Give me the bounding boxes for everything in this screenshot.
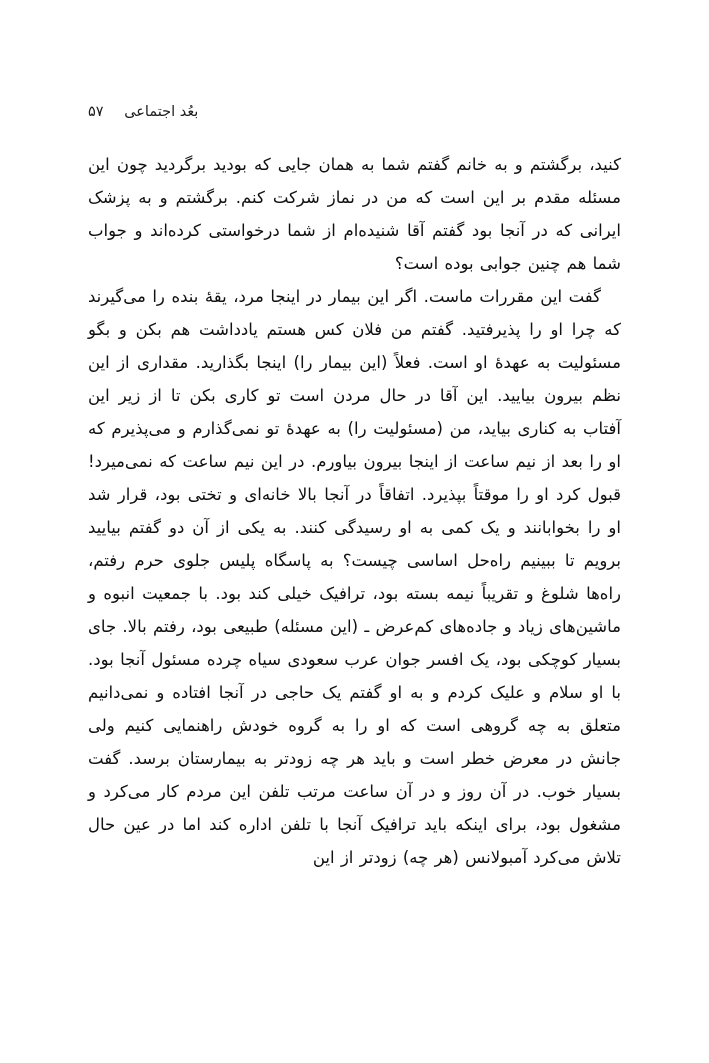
paragraph-continuation: کنید، برگشتم و به خانم گفتم شما به همان جایی که بودید برگردید چون این مسئله مقدم بر این است که من در نماز شرکت کنم. برگشتم و به پزشک ایرانی که در آنجا بود گفتم آقا شنیده‌ام از شما درخواستی کرده‌اند و جواب شما هم چنین جوابی بوده است؟: [88, 155, 621, 273]
page-header: [88, 102, 621, 122]
page-body: [88, 148, 621, 874]
running-title: بعُد اجتماعی: [124, 104, 199, 120]
paragraph: گفت این مقررات ماست. اگر این بیمار در اینجا مرد، یقهٔ بنده را می‌گیرند که چرا او را پذیرفتید. گفتم من فلان کس هستم یادداشت هم بکن و بگو مسئولیت به عهدهٔ او است. فعلاً (این بیمار را) اینجا بگذارید. مقداری از این نظم بیرون بیایید. این آقا در حال مردن است تو کاری بکن تا از زیر این آفتاب به کناری بیاید، من (مسئولیت را) به عهدهٔ تو نمی‌گذارم و می‌پذیرم که او را بعد از نیم ساعت از اینجا بیرون بیاورم. در این نیم ساعت که نمی‌میرد! قبول کرد او را موقتاً بپذیرد. اتفاقاً در آنجا بالا خانه‌ای و تختی بود، قرار شد او را بخوابانند و یک کمی به او رسیدگی کنند. به یکی از آن دو گفتم بیایید برویم تا ببینیم راه‌حل اساسی چیست؟ به پاسگاه پلیس جلوی حرم رفتم، راه‌ها شلوغ و تقریباً نیمه بسته بود، ترافیک خیلی کند بود. با جمعیت انبوه و ماشین‌های زیاد و جاده‌های کم‌عرض ـ (این مسئله) طبیعی بود، رفتم بالا. جای بسیار کوچکی بود، یک افسر جوان عرب سعودی سیاه چرده مسئول آنجا بود. با او سلام و علیک کردم و به او گفتم یک حاجی در آنجا افتاده و نمی‌دانیم متعلق به چه گروهی است که او را به گروه خودش راهنمایی کنیم ولی جانش در معرض خطر است و باید هر چه زودتر به بیمارستان برسد. گفت بسیار خوب. در آن روز و در آن ساعت مرتب تلفن این مردم کار می‌کرد و مشغول بود، برای اینکه باید ترافیک آنجا با تلفن اداره کند اما در عین حال تلاش می‌کرد آمبولانس (هر چه) زودتر از این: [88, 287, 621, 867]
page-number: ۵۷: [88, 104, 104, 120]
